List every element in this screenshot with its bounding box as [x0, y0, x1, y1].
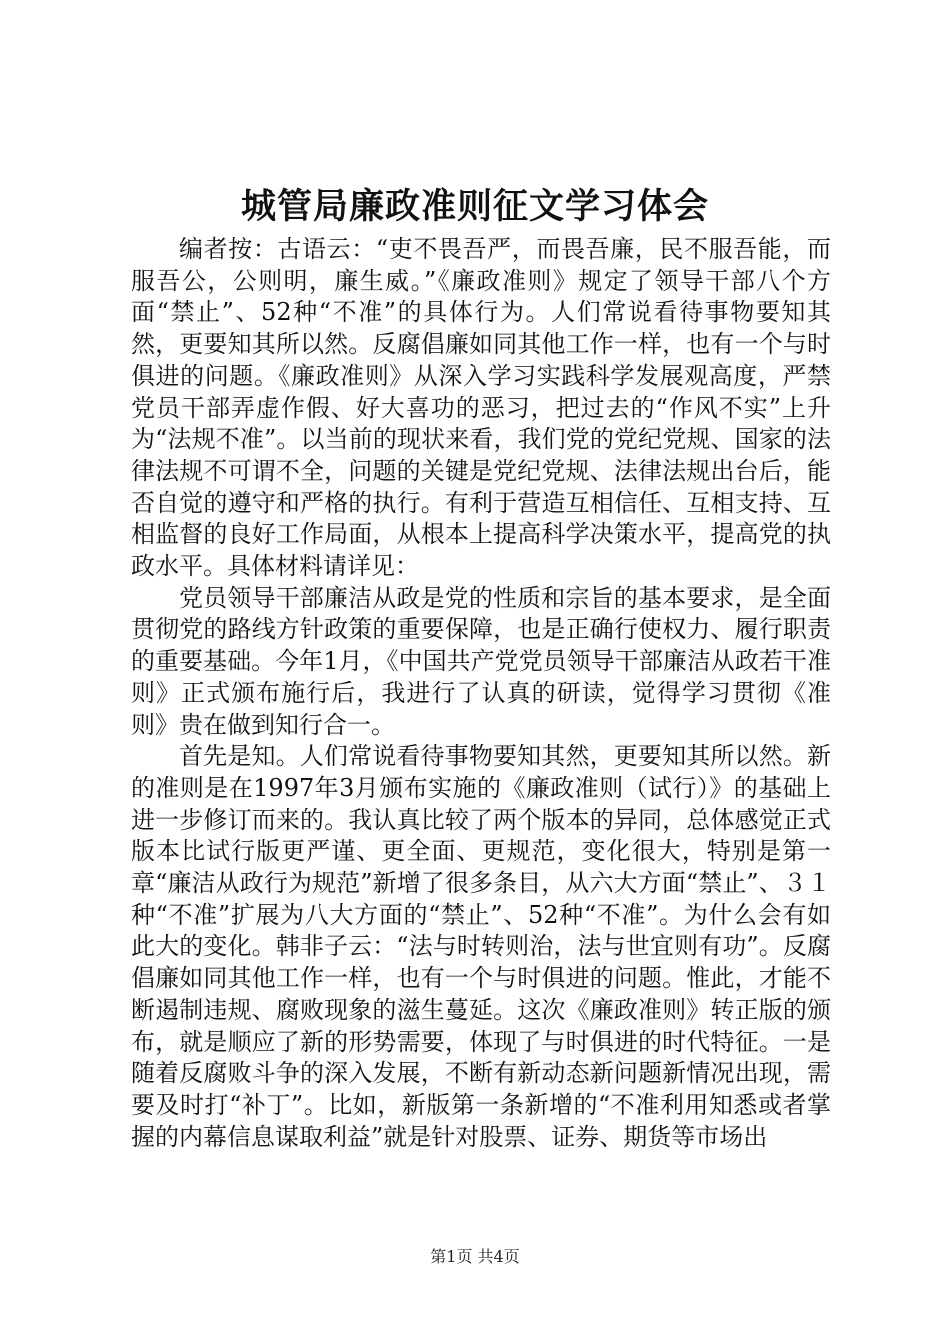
paragraph-editor-note: 编者按：古语云：“吏不畏吾严，而畏吾廉，民不服吾能，而服吾公，公则明，廉生威。”《廉政准则》规定了领导干部八个方面“禁止”、52种“不准”的具体行为。人们常说看待事物要知其然，更要知其所以然。反腐倡廉如同其他工作一样，也有一个与时俱进的问题。《廉政准则》从深入学习实践科学发展观高度，严禁党员干部弄虚作假、好大喜功的恶习，把过去的“作风不实”上升为“法规不准”。以当前的现状来看，我们党的党纪党规、国家的法律法规不可谓不全，问题的关键是党纪党规、法律法规出台后，能否自觉的遵守和严格的执行。有利于营造互相信任、互相支持、互相监督的良好工作局面，从根本上提高科学决策水平，提高党的执政水平。具体材料请详见：	[131, 235, 831, 581]
paragraph-first-know: 首先是知。人们常说看待事物要知其然，更要知其所以然。新的准则是在1997年3月颁布实施的《廉政准则（试行）》的基础上进一步修订而来的。我认真比较了两个版本的异同，总体感觉正式版本比试行版更严谨、更全面、更规范，变化很大，特别是第一章“廉洁从政行为规范”新增了很多条目，从六大方面“禁止”、３１种“不准”扩展为八大方面的“禁止”、52种“不准”。为什么会有如此大的变化。韩非子云：“法与时转则治，法与世宜则有功”。反腐倡廉如同其他工作一样，也有一个与时俱进的问题。惟此，才能不断遏制违规、腐败现象的滋生蔓延。这次《廉政准则》转正版的颁布，就是顺应了新的形势需要，体现了与时俱进的时代特征。一是随着反腐败斗争的深入发展，不断有新动态新问题新情况出现，需要及时打“补丁”。比如，新版第一条新增的“不准利用知悉或者掌握的内幕信息谋取利益”就是针对股票、证券、期货等市场出	[131, 742, 831, 1151]
document-title: 城管局廉政准则征文学习体会	[240, 186, 709, 227]
document-body	[131, 234, 831, 1153]
page-number-footer: 第1页 共4页	[430, 1247, 520, 1266]
paragraph-intro: 党员领导干部廉洁从政是党的性质和宗旨的基本要求，是全面贯彻党的路线方针政策的重要保障，也是正确行使权力、履行职责的重要基础。今年1月，《中国共产党党员领导干部廉洁从政若干准则》正式颁布施行后，我进行了认真的研读，觉得学习贯彻《准则》贵在做到知行合一。	[131, 583, 831, 739]
